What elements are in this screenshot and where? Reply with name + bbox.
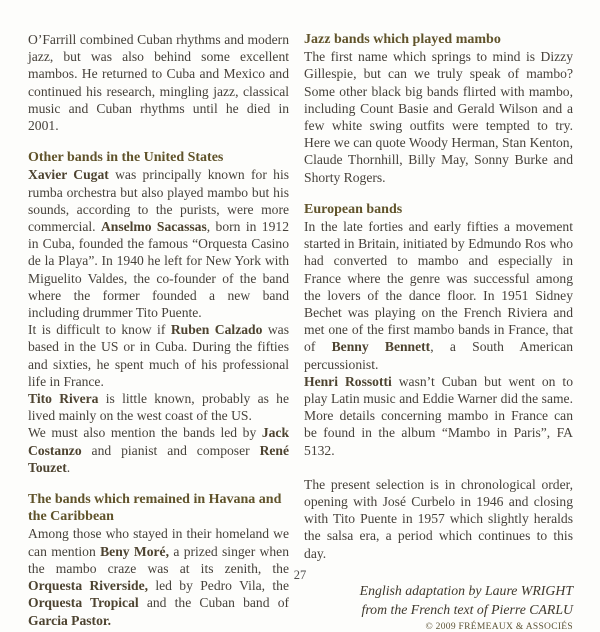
right-column <box>304 31 573 632</box>
bold-name: Benny Bennett <box>331 339 431 355</box>
paragraph <box>28 166 289 321</box>
text-run: We must also mention the bands led by <box>28 425 262 441</box>
paragraph <box>304 218 573 373</box>
section-heading: Other bands in the United States <box>28 150 224 166</box>
paragraph <box>304 476 573 562</box>
bold-name: Anselmo Sacassas <box>100 219 207 235</box>
bold-name: Henri Rossotti <box>304 373 392 389</box>
text-columns <box>28 31 573 632</box>
bold-name: Tito Rivera <box>28 391 99 407</box>
paragraph <box>28 321 289 390</box>
text-run: and the Cuban band of <box>138 595 290 611</box>
right-column-text <box>304 31 573 562</box>
paragraph <box>304 373 573 459</box>
copyright-line: © 2009 FRÉMEAUX & ASSOCIÉS <box>425 621 573 632</box>
text-run: is little known, probably as he lived mainly on the west coast of the US. <box>28 391 290 424</box>
section-heading: The bands which remained in Havana and the Caribbean <box>28 492 282 525</box>
text-run: The present selection is in chronological order, opening with José Curbelo in 1946 and closing with Tito Puente in 1957 which slightly heralds the salsa era, a period which continues to this day. <box>304 476 573 561</box>
paragraph <box>28 390 289 424</box>
text-run: a prized singer when the mambo craze was at its zenith, the <box>28 543 290 576</box>
bold-name: Orquesta Riverside, <box>28 578 148 594</box>
text-run: It is difficult to know if <box>28 322 171 338</box>
text-run: , a South American percussionist. <box>304 339 573 372</box>
bold-name: René Touzet <box>28 442 290 475</box>
paragraph <box>28 424 289 476</box>
text-run: and pianist and composer <box>81 442 260 458</box>
text-run: , born in 1912 in Cuba, founded the famous “Orquesta Casino de la Playa”. In 1940 he left for New York with Miguelito Valdes, the co-founder of the band where the former founded a new band including drummer Tito Puente. <box>28 219 290 321</box>
text-run: was based in the US or in Cuba. During the fifties and sixties, he spent much of his professional life in France. <box>28 322 290 389</box>
bold-name: Xavier Cugat <box>28 167 109 183</box>
section-heading: European bands <box>304 201 403 217</box>
text-run: led by Pedro Vila, the <box>148 578 290 594</box>
paragraph <box>28 31 289 134</box>
bold-name: Garcia Pastor. <box>28 612 112 628</box>
paragraph <box>304 48 573 186</box>
section-spacer <box>304 459 573 476</box>
bold-name: Beny Moré, <box>100 543 169 559</box>
bold-name: Orquesta Tropical <box>28 595 139 611</box>
text-run: Among those who stayed in their homeland we can mention <box>28 526 290 559</box>
text-run: The first name which springs to mind is Dizzy Gillespie, but can we truly speak of mambo? Some other black big bands flirted with mambo, including Count Basie and Gerald Wilson and a few white swing outfits were tempted to try. Here we can quote Woody Herman, Stan Kenton, Claude Thornhill, Billy May, Sonny Burke and Shorty Rogers. <box>304 49 573 185</box>
page-number: 27 <box>293 568 307 582</box>
text-run: O’Farrill combined Cuban rhythms and modern jazz, but was also behind some excellent mambos. He returned to Cuba and Mexico and continued his research, mingling jazz, classical music and Cuban rhythms until he died in 2001. <box>28 32 290 134</box>
left-column <box>28 31 289 629</box>
credit-source-line: from the French text of Pierre CARLU <box>361 601 573 617</box>
text-run: wasn’t Cuban but went on to play Latin music and Eddie Warner did the same. More details concerning mambo in France can be found in the album “Mambo in Paris”, FA 5132. <box>304 373 573 458</box>
bold-name: Ruben Calzado <box>170 322 263 338</box>
credits-block <box>304 581 573 632</box>
section-heading: Jazz bands which played mambo <box>304 32 501 47</box>
text-run: In the late forties and early fifties a movement started in Britain, initiated by Edmundo Ros who had converted to mambo and especially in France where the genre was successful among the lovers of the dance floor. In 1951 Sidney Bechet was playing on the French Riviera and met one of the first mambo bands in France, that of <box>304 219 573 355</box>
text-run: was principally known for his rumba orchestra but also played mambo but his sounds, according to the purists, were more commercial. <box>28 167 290 235</box>
bold-name: Jack Costanzo <box>28 425 290 458</box>
text-run: . <box>66 459 71 475</box>
credit-adaptation-line: English adaptation by Laure WRIGHT <box>359 582 573 598</box>
